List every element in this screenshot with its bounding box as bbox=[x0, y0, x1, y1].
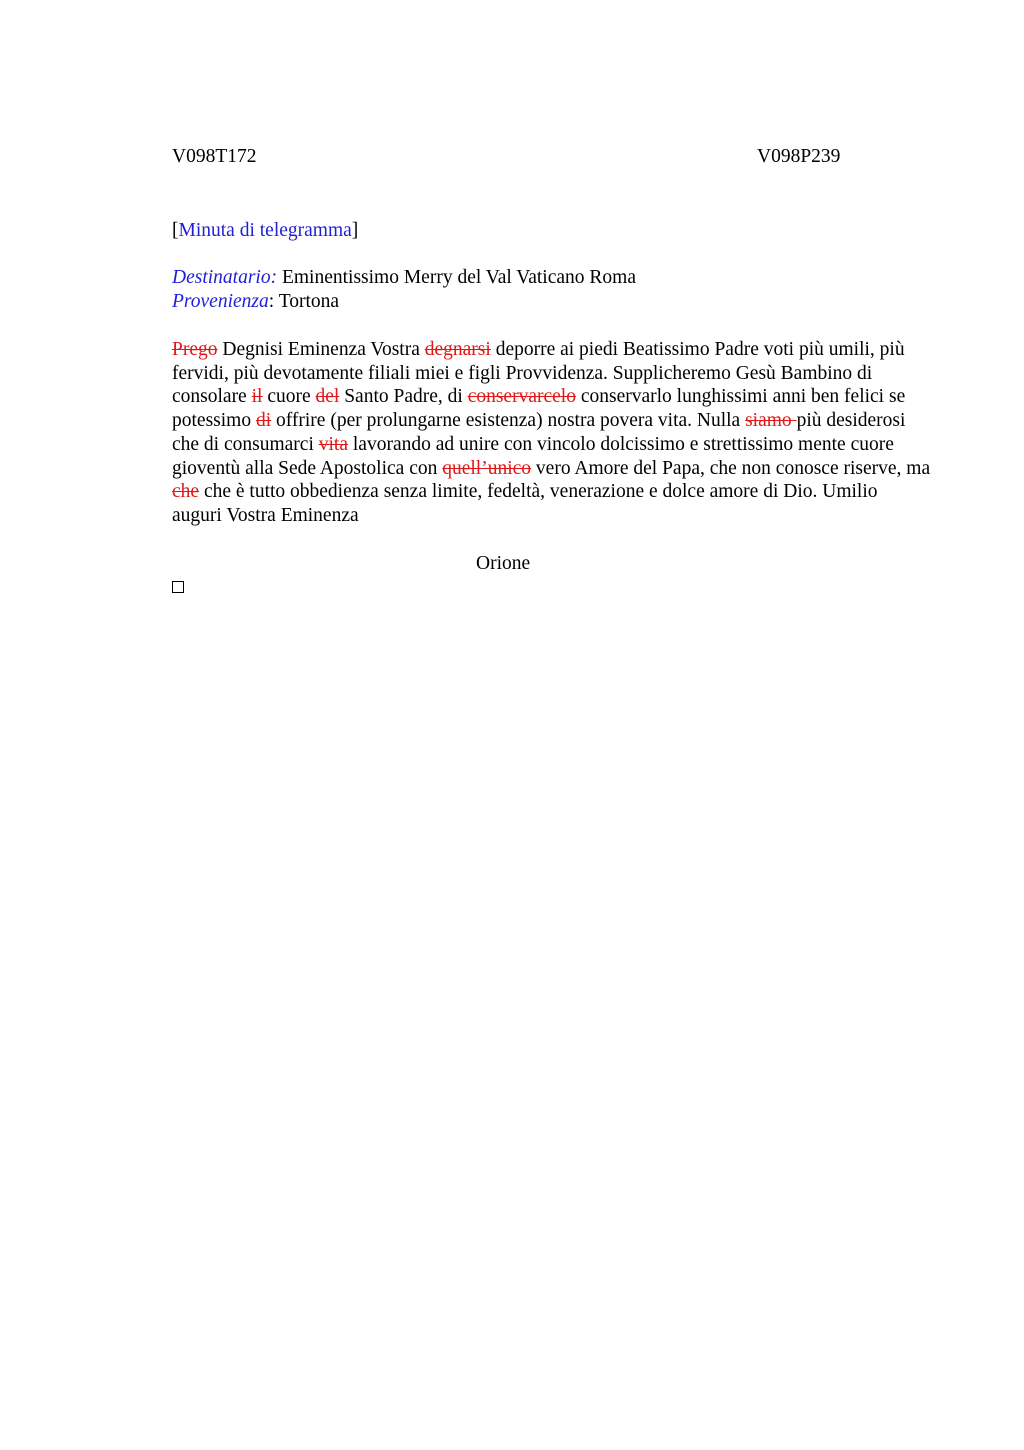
document-code-right: V098P239 bbox=[757, 146, 841, 167]
body-text-run: cuore bbox=[262, 386, 316, 408]
bracket-open: [ bbox=[172, 220, 179, 241]
body-text-run: più desiderosi che di consumarci bbox=[172, 410, 906, 455]
body-text-run: lavorando ad unire con vincolo dolcissimo e strettissimo mente cuore gioventù alla Sede Apostolica con bbox=[172, 433, 894, 479]
deleted-text: che bbox=[172, 481, 200, 503]
bracket-close: ] bbox=[351, 220, 359, 241]
body-text-run: Degnisi Eminenza Vostra bbox=[217, 339, 425, 360]
origin-label: Provenienza bbox=[172, 291, 269, 312]
deleted-text: del bbox=[315, 386, 340, 408]
body-text-run: Santo Padre, di bbox=[339, 386, 468, 408]
deleted-text: il bbox=[251, 386, 263, 408]
origin-line bbox=[172, 290, 932, 314]
recipient-label: Destinatario: bbox=[172, 267, 278, 288]
deleted-text: Prego bbox=[172, 339, 218, 360]
document-code-left: V098T172 bbox=[172, 146, 257, 167]
body-text-run: conservarlo lunghissimi anni ben felici se potessimo bbox=[172, 386, 906, 432]
deleted-text: conservarcelo bbox=[467, 386, 576, 408]
signature: Orione bbox=[476, 552, 531, 574]
recipient-line bbox=[172, 266, 932, 290]
body-text-run: deporre ai piedi Beatissimo Padre voti più umili, più fervidi, più devotamente filiali miei e figli Provvidenza. Supplicheremo Gesù Bambino di consolare bbox=[172, 339, 905, 408]
deleted-text: quell’unico bbox=[442, 457, 532, 479]
document-header bbox=[172, 146, 932, 172]
deleted-text: vita bbox=[318, 433, 348, 455]
document-type bbox=[172, 220, 932, 242]
deleted-text: siamo bbox=[745, 410, 797, 432]
origin-separator: : bbox=[268, 291, 275, 312]
deleted-text: degnarsi bbox=[424, 339, 491, 360]
recipient-value: Eminentissimo Merry del Val Vaticano Roma bbox=[277, 267, 636, 288]
body-text-run: offrire (per prolungarne esistenza) nostra povera vita. Nulla bbox=[271, 410, 746, 432]
empty-square-icon bbox=[172, 581, 184, 593]
telegram-body bbox=[172, 338, 932, 528]
document-type-label: Minuta di telegramma bbox=[178, 220, 352, 241]
deleted-text: di bbox=[255, 410, 272, 432]
origin-value: Tortona bbox=[274, 291, 340, 312]
body-text-run: vero Amore del Papa, che non conosce riserve, ma bbox=[531, 457, 931, 479]
document-page bbox=[172, 146, 932, 593]
body-text-run: che è tutto obbedienza senza limite, fedeltà, venerazione e dolce amore di Dio. Umilio auguri Vostra Eminenza bbox=[172, 481, 878, 526]
document-meta bbox=[172, 266, 932, 314]
